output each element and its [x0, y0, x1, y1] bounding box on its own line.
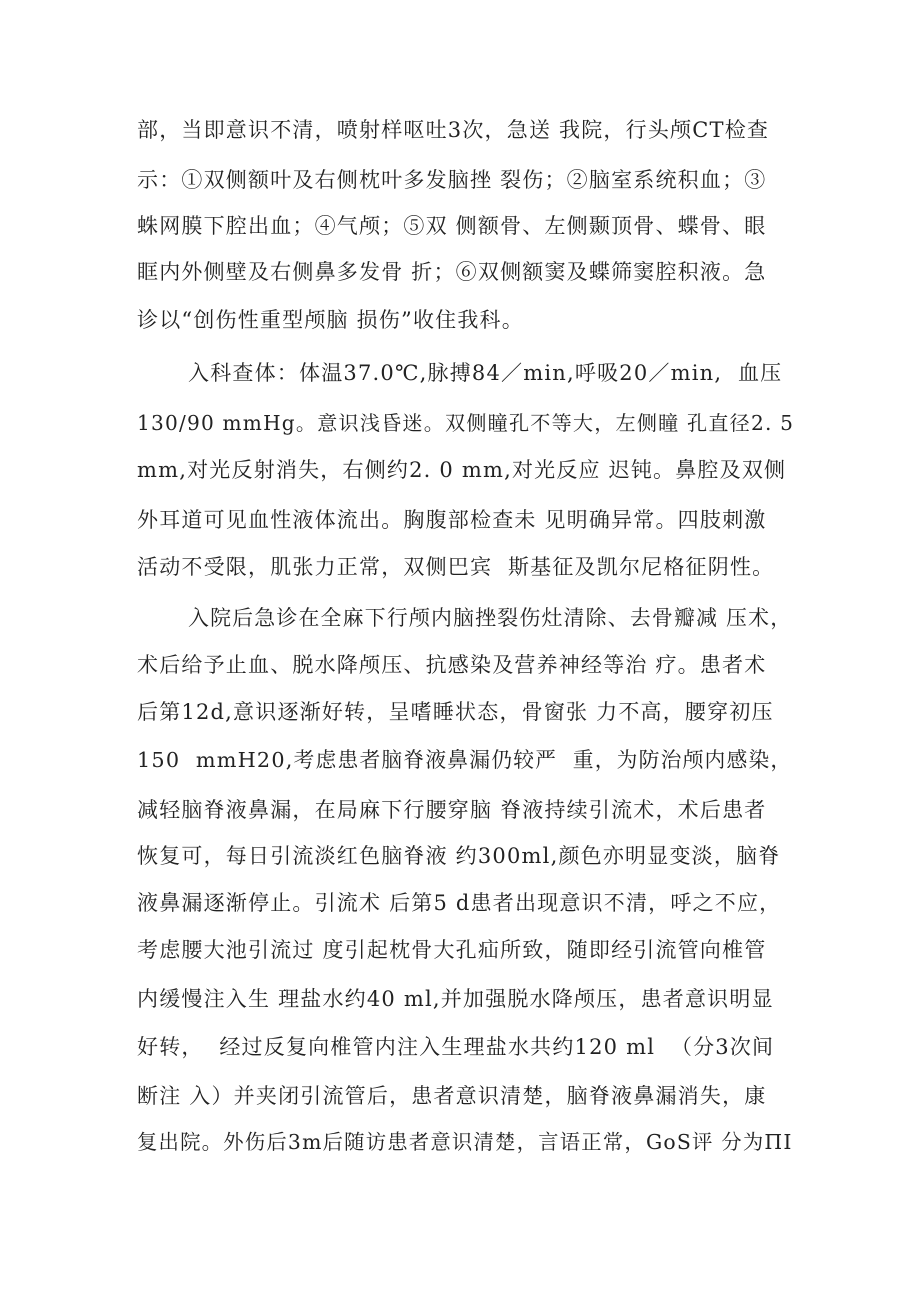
text-line: 130/90 mmHg。意识浅昏迷。双侧瞳孔不等大，左侧瞳 孔直径2. 5 [137, 411, 795, 435]
text-line: 复出院。外伤后3m后随访患者意识清楚，言语正常，GoS评 分为ΠΙ [137, 1130, 793, 1154]
text-line: 考虑腰大池引流过 度引起枕骨大孔疝所致，随即经引流管向椎管 [137, 938, 767, 962]
text-line: 断注 入）并夹闭引流管后，患者意识清楚，脑脊液鼻漏消失，康 [137, 1084, 767, 1108]
text-line: 150 mmH20,考虑患者脑脊液鼻漏仍较严 重，为防治颅内感染， [137, 748, 793, 772]
text-line: mm,对光反射消失，右侧约2. 0 mm,对光反应 迟钝。鼻腔及双侧 [137, 458, 787, 482]
text-line: 入院后急诊在全麻下行颅内脑挫裂伤灶清除、去骨瓣减 压术， [188, 606, 793, 630]
text-line: 外耳道可见血性液体流出。胸腹部检查未 见明确异常。四肢刺激 [137, 508, 767, 532]
text-line: 诊以“创伤性重型颅脑 损伤”收住我科。 [137, 308, 524, 332]
text-line: 内缓慢注入生 理盐水约40 ml,并加强脱水降颅压，患者意识明显 [137, 987, 774, 1011]
text-line: 好转， 经过反复向椎管内注入生理盐水共约120 ml （分3次间 [137, 1035, 775, 1059]
text-line: 入科查体：体温37.0℃,脉搏84／min,呼吸20／min, 血压 [188, 361, 783, 385]
text-line: 液鼻漏逐渐停止。引流术 后第5 d患者出现意识不清，呼之不应， [137, 891, 782, 915]
text-line: 蛛网膜下腔出血；④气颅；⑤双 侧额骨、左侧颞顶骨、蝶骨、眼 [137, 214, 767, 238]
text-line: 部，当即意识不清，喷射样呕吐3次，急送 我院，行头颅CT检查 [137, 118, 770, 142]
text-line: 恢复可，每日引流淡红色脑脊液 约300ml,颜色亦明显变淡，脑脊 [137, 844, 781, 868]
text-line: 术后给予止血、脱水降颅压、抗感染及营养神经等治 疗。患者术 [137, 653, 767, 677]
text-line: 活动不受限，肌张力正常，双侧巴宾 斯基征及凯尔尼格征阴性。 [137, 555, 775, 579]
text-line: 眶内外侧壁及右侧鼻多发骨 折；⑥双侧额窦及蝶筛窦腔积液。急 [137, 260, 767, 284]
text-line: 减轻脑脊液鼻漏，在局麻下行腰穿脑 脊液持续引流术，术后患者 [137, 798, 767, 822]
text-line: 后第12d,意识逐渐好转，呈嗜睡状态，骨窗张 力不高，腰穿初压 [137, 700, 774, 724]
text-line: 示：①双侧额叶及右侧枕叶多发脑挫 裂伤；②脑室系统积血；③ [137, 168, 767, 192]
